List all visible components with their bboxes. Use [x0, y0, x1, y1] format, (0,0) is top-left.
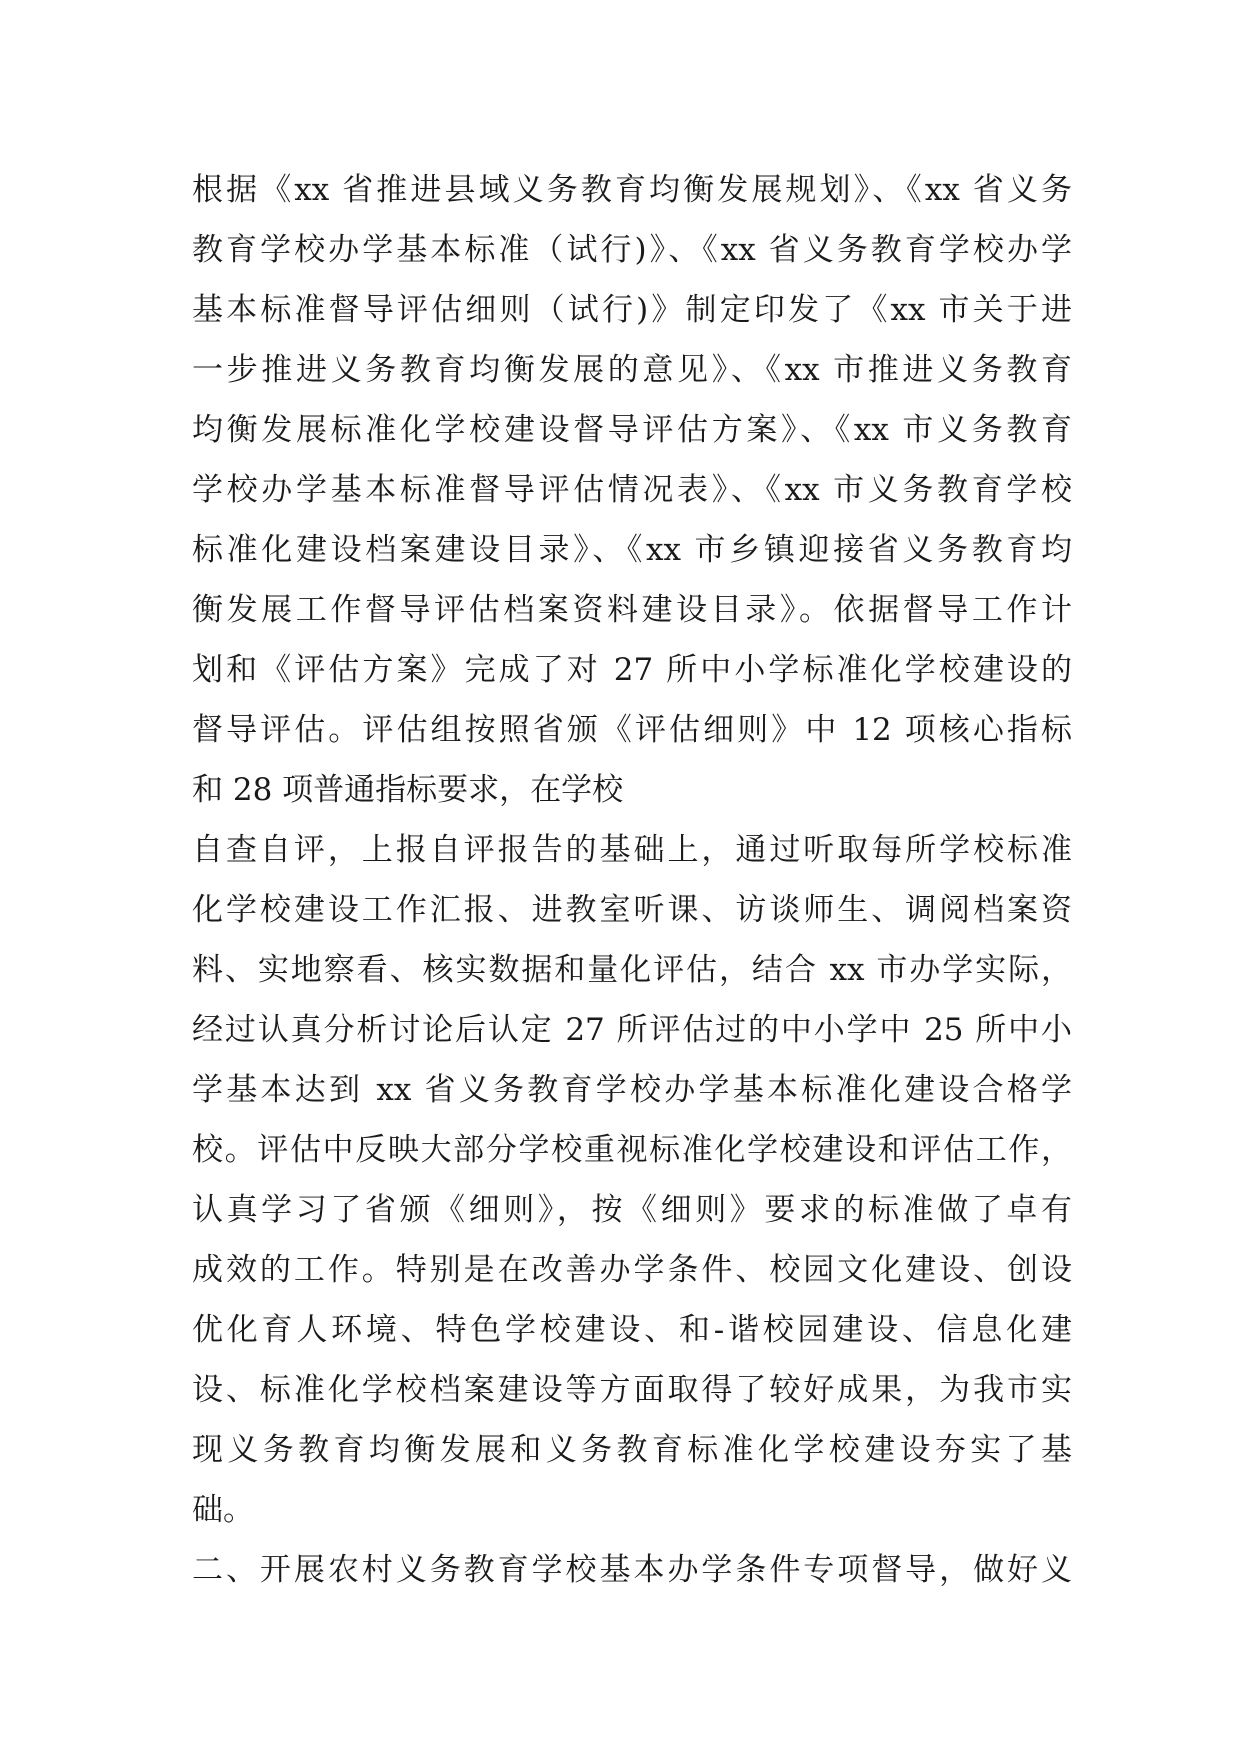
text-line-21: 设、标准化学校档案建设等方面取得了较好成果，为我市实 [192, 1372, 1072, 1408]
text-line-2: 教育学校办学基本标准（试行)》、《xx 省义务教育学校办学 [192, 232, 1072, 268]
text-line-12: 自查自评，上报自评报告的基础上，通过听取每所学校标准 [192, 832, 1072, 868]
text-line-1: 根据《xx 省推进县域义务教育均衡发展规划》、《xx 省义务 [192, 172, 1072, 208]
text-line-6: 学校办学基本标准督导评估情况表》、《xx 市义务教育学校 [192, 472, 1072, 508]
text-line-5: 均衡发展标准化学校建设督导评估方案》、《xx 市义务教育 [192, 412, 1072, 448]
text-line-15: 经过认真分析讨论后认定 27 所评估过的中小学中 25 所中小 [192, 1012, 1072, 1048]
text-line-18: 认真学习了省颁《细则》，按《细则》要求的标准做了卓有 [192, 1192, 1072, 1228]
text-line-11: 和 28 项普通指标要求，在学校 [192, 772, 624, 808]
text-line-20: 优化育人环境、特色学校建设、和-谐校园建设、信息化建 [192, 1312, 1072, 1348]
text-line-8: 衡发展工作督导评估档案资料建设目录》。依据督导工作计 [192, 592, 1072, 628]
text-line-7: 标准化建设档案建设目录》、《xx 市乡镇迎接省义务教育均 [192, 532, 1072, 568]
text-line-3: 基本标准督导评估细则（试行)》制定印发了《xx 市关于进 [192, 292, 1072, 328]
text-line-10: 督导评估。评估组按照省颁《评估细则》中 12 项核心指标 [192, 712, 1072, 748]
text-line-22: 现义务教育均衡发展和义务教育标准化学校建设夯实了基 [192, 1432, 1072, 1468]
text-line-16: 学基本达到 xx 省义务教育学校办学基本标准化建设合格学 [192, 1072, 1072, 1108]
text-line-17: 校。评估中反映大部分学校重视标准化学校建设和评估工作， [192, 1132, 1072, 1168]
body-text [192, 160, 1072, 1600]
text-line-14: 料、实地察看、核实数据和量化评估，结合 xx 市办学实际， [192, 952, 1072, 988]
text-line-9: 划和《评估方案》完成了对 27 所中小学标准化学校建设的 [192, 652, 1072, 688]
text-line-13: 化学校建设工作汇报、进教室听课、访谈师生、调阅档案资 [192, 892, 1072, 928]
text-line-23: 础。 [192, 1492, 254, 1528]
text-line-19: 成效的工作。特别是在改善办学条件、校园文化建设、创设 [192, 1252, 1072, 1288]
text-line-24: 二、开展农村义务教育学校基本办学条件专项督导，做好义 [192, 1552, 1072, 1588]
text-line-4: 一步推进义务教育均衡发展的意见》、《xx 市推进义务教育 [192, 352, 1072, 388]
